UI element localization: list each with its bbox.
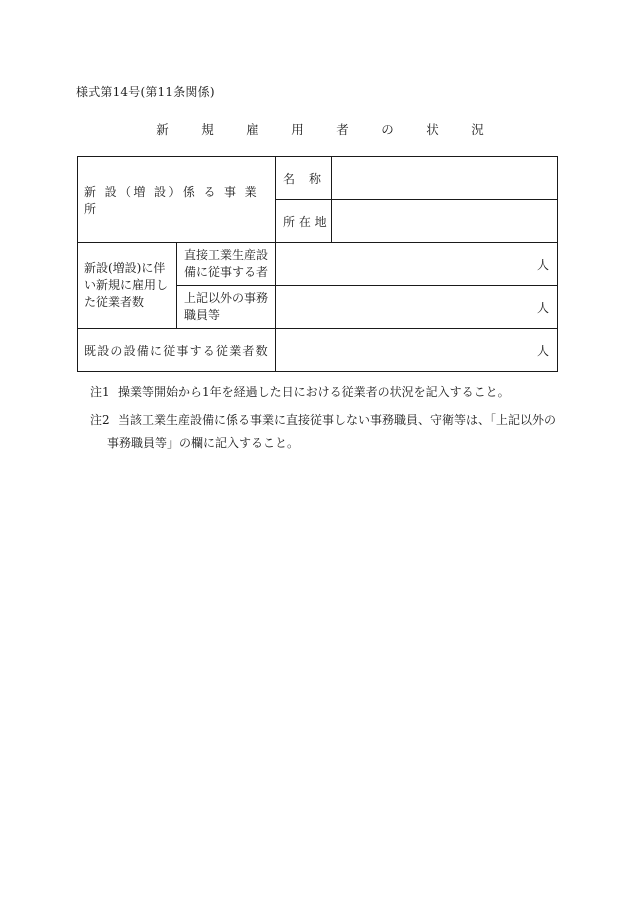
existing-employees-unit: 人 <box>537 343 550 358</box>
note-2-text: 当該工業生産設備に係る事業に直接従事しない事務職員、守衛等は、「上記以外の <box>118 413 557 427</box>
note-2-label: 注2 <box>90 413 110 427</box>
direct-production-unit: 人 <box>537 257 550 272</box>
direct-production-label-line-2: 備に従事する者 <box>184 265 269 279</box>
document-title: 新 規 雇 用 者 の 状 況 <box>156 122 494 137</box>
employment-status-table <box>77 156 558 372</box>
name-label-char-2: 称 <box>309 171 322 186</box>
note-1-label: 注1 <box>90 385 110 399</box>
location-label: 所 在 地 <box>283 214 327 229</box>
other-staff-unit: 人 <box>537 300 550 315</box>
location-field[interactable] <box>332 200 558 243</box>
office-label: 新 設（増 設）係 る 事 業 所 <box>84 184 260 216</box>
existing-employees-label: 既設の設備に従事する従業者数 <box>84 343 269 358</box>
name-label-char-1: 名 <box>283 171 296 186</box>
other-staff-count-field[interactable] <box>276 286 558 329</box>
new-employees-label-line-2: い新規に雇用し <box>84 278 169 292</box>
new-employees-label-cell <box>78 243 177 329</box>
office-label-cell <box>78 157 276 243</box>
table-row <box>78 243 558 286</box>
new-employees-label-line-1: 新設(増設)に伴 <box>84 261 166 275</box>
direct-production-label-cell <box>177 243 276 286</box>
note-1 <box>90 378 560 406</box>
direct-production-count-field[interactable] <box>276 243 558 286</box>
name-field[interactable] <box>332 157 558 200</box>
other-staff-label-line-1: 上記以外の事務 <box>184 291 269 305</box>
table-row <box>78 329 558 372</box>
name-label-cell <box>276 157 332 200</box>
note-1-text: 操業等開始から1年を経過した日における従業者の状況を記入すること。 <box>118 385 510 399</box>
location-label-cell <box>276 200 332 243</box>
new-employees-label-line-3: た従業者数 <box>84 295 145 309</box>
direct-production-label-line-1: 直接工業生産設 <box>184 248 269 262</box>
notes <box>90 378 560 462</box>
other-staff-label-line-2: 職員等 <box>184 308 221 322</box>
other-staff-label-cell <box>177 286 276 329</box>
note-2-continuation: 事務職員等」の欄に記入すること。 <box>107 436 300 450</box>
existing-employees-count-field[interactable] <box>276 329 558 372</box>
table-row <box>78 157 558 200</box>
existing-employees-label-cell <box>78 329 276 372</box>
form-number: 様式第14号(第11条関係) <box>76 85 215 99</box>
